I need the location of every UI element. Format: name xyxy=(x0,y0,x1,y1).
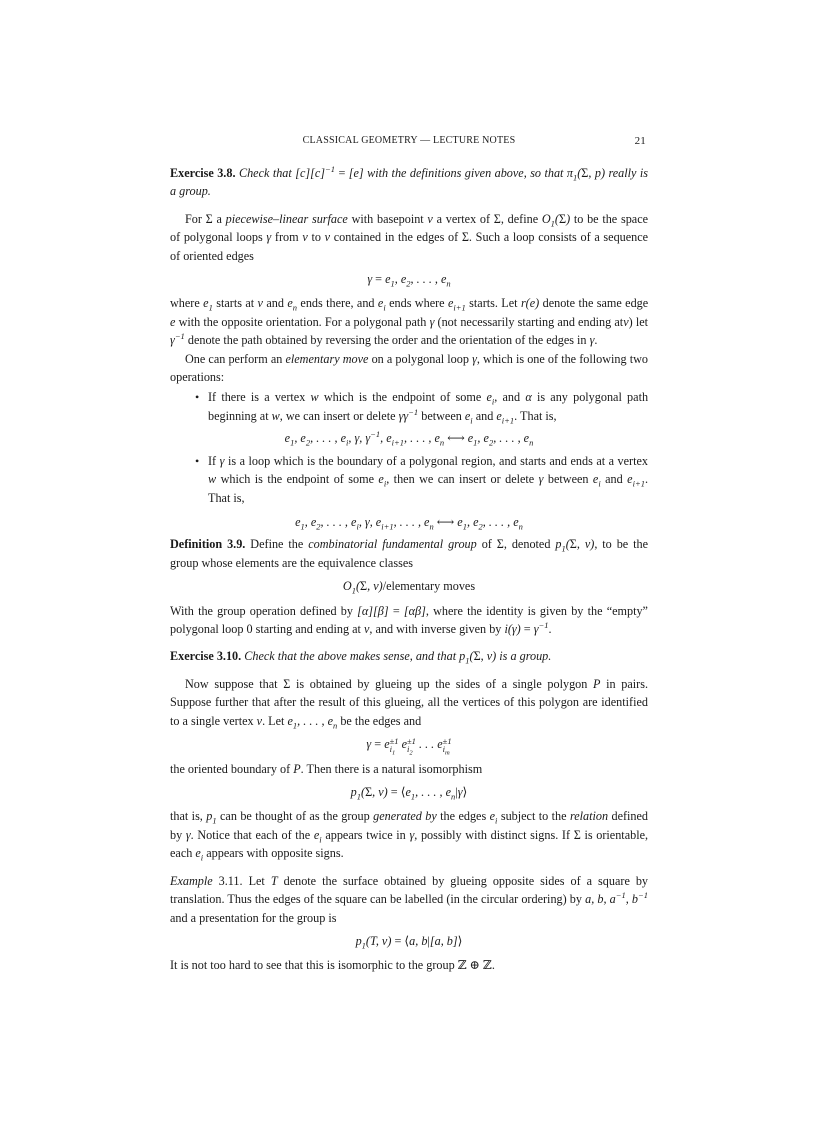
paragraph-elementary-move: One can perform an elementary move on a polygonal loop γ, which is one of the following two operations: xyxy=(170,351,649,385)
definition-label: Definition 3.9. xyxy=(170,537,246,552)
exercise-3-8: Exercise 3.8. Check that $[c][c]^{-1} = [e]$ with the definitions given above, so that $\pi_1(\Sigma$, p) really is a group. xyxy=(170,163,648,199)
example-3-11: Example 3.11. Let T denote the surface obtained by glueing opposite sides of a square by translation. Thus the edges of the square can be labelled (in the circular ordering) by a, b, $a^{-1}$, $b^{-1}$ and a presentation for the group is xyxy=(170,873,649,925)
list-item: • If there is a vertex w which is the endpoint of some $e_i$, and α is any polygonal path beginning at w, we can insert or delete $\gamma\gamma^{-1}$ between $e_i$ and $e_{i+1}$. That is, $e_1$, $e_2$, . . . , $e_i$, γ, $\gamma^{-1}$, $e_{i+1}$, . . . , $e_n$ ⟷ $e_1$, $e_2$, . . . , $e_n$ xyxy=(208,388,648,447)
equation-quotient: $O_1(\Sigma$, v)/elementary moves xyxy=(342,579,476,596)
paragraph-path-reversal: where $e_1$ starts at v and $e_n$ ends there, and $e_i$ ends where $e_{i+1}$ starts. Let r(e) denote the same edge e with the opposite orientation. For a polygonal path γ (not necessarily starting and ending atv) let $\gamma^{-1}$ denote the path obtained by reversing the order and the orientation of the edges in γ. xyxy=(170,296,649,348)
paragraph-generators: that is, $p_1$ can be thought of as the group generated by the edges $e_i$ subject to the relation defined by γ. Notice that each of the $e_i$ appears twice in γ, possibly with distinct signs. If Σ is orientable, each $e_i$ appears with opposite signs. xyxy=(170,809,649,863)
running-header xyxy=(170,135,648,151)
paragraph-oriented-boundary: the oriented boundary of P. Then there is a natural isomorphism xyxy=(170,761,483,776)
equation-boundary: γ = e ±1 $i_1$ e ±1 $i_2$ . . . e ±1 $i_m$ xyxy=(366,735,452,757)
equation-move-1: $e_1$, $e_2$, . . . , $e_i$, γ, $\gamma^{-1}$, $e_{i+1}$, . . . , $e_n$ ⟷ $e_1$, $e_2$, . . . , $e_n$ xyxy=(284,429,534,448)
definition-3-9: Definition 3.9. Define the combinatorial fundamental group of Σ, denoted $p_1(\Sigma$, v), to be the group whose elements are the equivalence classes xyxy=(170,537,649,570)
exercise-label: Exercise 3.8. xyxy=(170,166,236,180)
list-item: • If γ is a loop which is the boundary of a polygonal region, and starts and ends at a vertex w which is the endpoint of some $e_i$, then we can insert or delete γ between $e_i$ and $e_{i+1}$. That is, $e_1$, $e_2$, . . . , $e_i$, γ, $e_{i+1}$, . . . , $e_n$ ⟷ $e_1$, $e_2$, . . . , $e_n$ xyxy=(208,452,648,532)
body-text xyxy=(170,164,648,975)
example-label: Example xyxy=(170,873,213,888)
paragraph-polygon-glueing: Now suppose that Σ is obtained by glueing up the sides of a single polygon P in pairs. Suppose further that after the result of this glueing, all the vertices of this polygon are identified to a single vertex v. Let $e_1$, . . . , $e_n$ be the edges and xyxy=(170,676,649,730)
exercise-3-10: Exercise 3.10. Check that the above makes sense, and that $p_1(\Sigma$, v) is a group. xyxy=(170,649,552,666)
equation-torus-presentation: $p_1(T$, v) = ⟨a, b|[a, b]⟩ xyxy=(355,933,463,951)
paragraph-group-operation: With the group operation defined by [α][β] = [αβ], where the identity is given by the “empty” polygonal loop 0 starting and ending at v, and with inverse given by $i(\gamma) = \gamma^{-1}$. xyxy=(170,603,648,636)
equation-move-2: $e_1$, $e_2$, . . . , $e_i$, γ, $e_{i+1}$, . . . , $e_n$ ⟷ $e_1$, $e_2$, . . . , $e_n$ xyxy=(295,514,523,532)
paragraph-polygonal-loops: For Σ a piecewise–linear surface with basepoint v a vertex of Σ, define $O_1(\Sigma)$ to be the space of polygonal loops γ from v to v contained in the edges of Σ. Such a loop consists of a sequence of oriented edges xyxy=(170,211,649,263)
equation-isomorphism: $p_1(\Sigma$, $v) = ⟨e_1$, . . . , $e_n|\gamma⟩$ xyxy=(350,785,468,802)
paragraph-conclusion: It is not too hard to see that this is isomorphic to the group ℤ ⊕ ℤ. xyxy=(170,958,495,973)
page-number: 21 xyxy=(634,135,646,147)
elementary-moves-list xyxy=(170,388,648,531)
running-title: CLASSICAL GEOMETRY — LECTURE NOTES xyxy=(302,135,516,146)
equation-edge-sequence: $\gamma = e_1$, $e_2$, . . . , $e_n$ xyxy=(367,272,451,289)
exercise-label: Exercise 3.10. xyxy=(170,649,242,664)
